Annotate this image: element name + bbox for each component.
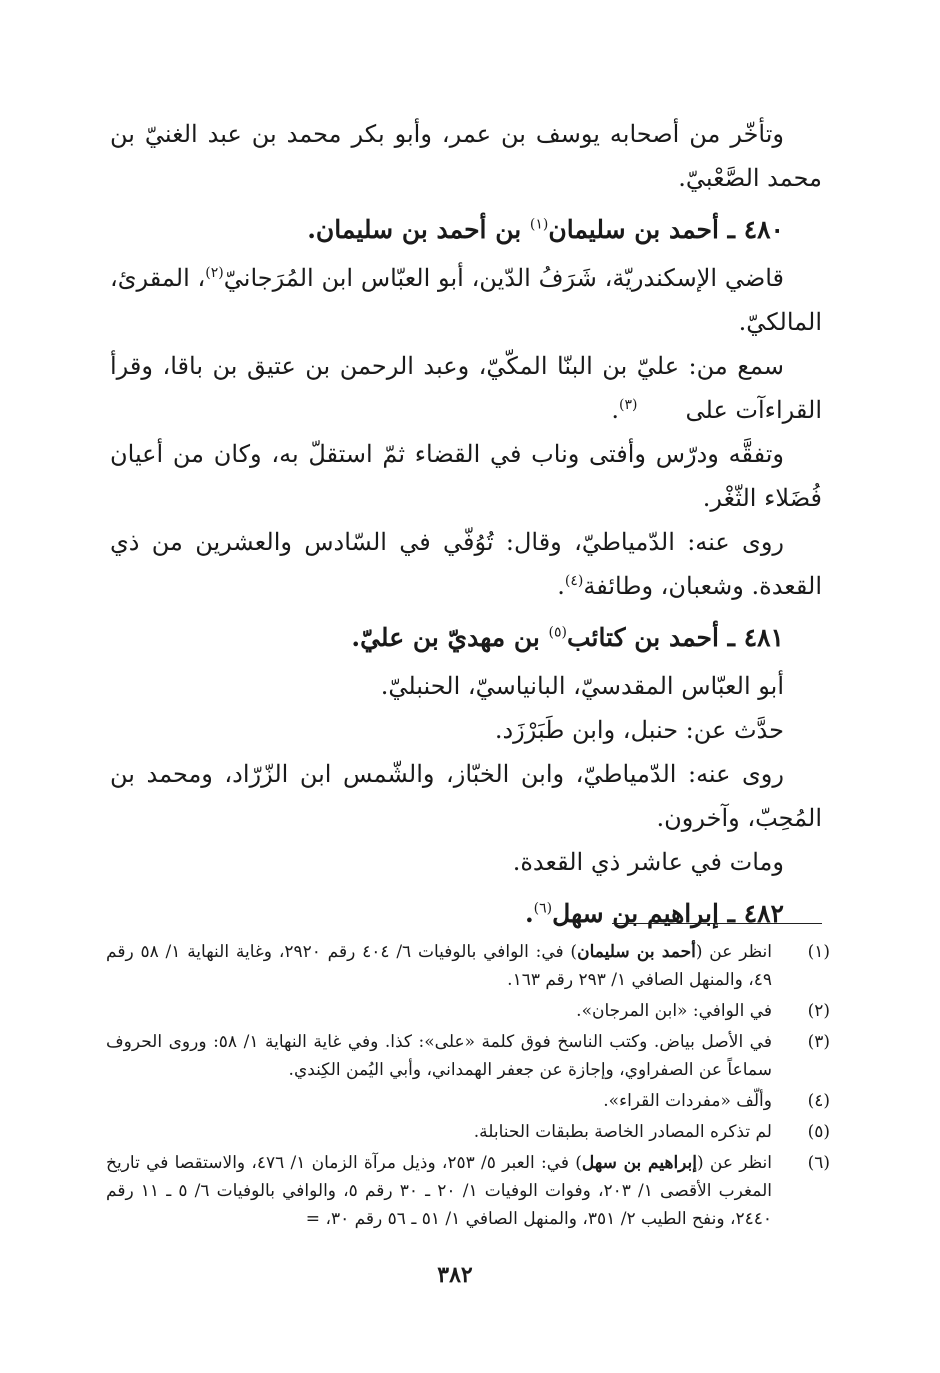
footnote-text — [106, 1149, 772, 1233]
entry-480-p1-text: قاضي الإسكندريّة، شَرَفُ الدّين، أبو العبّاس ابن المُرَجانيّ — [223, 264, 784, 292]
entry-480-paragraph-1 — [110, 256, 822, 344]
footnote-text-part: ) في: العبر ٥/ ٢٥٣، وذيل مرآة الزمان ١/ ٤٧٦، والاستقصا في تاريخ المغرب الأقصى ١/ ٢٠٣، وفوات الوفيات ١/ ٢٠ ـ ٣٠ رقم ٥، والوافي بالوفيات ٦/ ٥ ـ ١١ رقم ٢٤٤٠، ونفح الطيب ٢/ ٣٥١، والمنهل الصافي ١/ ٥١ ـ ٥٦ رقم ٣٠، = — [106, 1153, 772, 1229]
footnote-text: في الأصل بياض. وكتب الناسخ فوق كلمة «على»: كذا. وفي غاية النهاية ١/ ٥٨: وروى الحروف سماعاً عن الصفراوي، وإجازة عن جعفر الهمداني، وأبي اليُمن الكِندي. — [106, 1032, 772, 1080]
entry-480-name-rest: بن أحمد بن سليمان. — [307, 215, 522, 244]
entry-481-paragraph-4: ومات في عاشر ذي القعدة. — [512, 848, 784, 876]
page-number: ٣٨٢ — [437, 1262, 473, 1288]
entry-480-name: أحمد بن سليمان — [548, 215, 719, 244]
entry-480-p4-end: . — [557, 572, 565, 600]
footnote-5 — [106, 1118, 830, 1146]
entry-481-number: ٤٨١ ـ — [727, 623, 784, 652]
entry-480-heading — [110, 206, 822, 254]
entry-482-name: إبراهيم بن سهل — [552, 899, 719, 928]
entry-480-p2-end: . — [611, 396, 620, 424]
footnote-text: لم تذكره المصادر الخاصة بطبقات الحنابلة. — [473, 1122, 772, 1142]
footnote-number: (٥) — [807, 1122, 830, 1142]
footnote-text — [106, 938, 772, 994]
footnote-number: (٢) — [807, 1001, 830, 1021]
entry-482-number: ٤٨٢ ـ — [727, 899, 784, 928]
entry-480-p1-end: ، المقرئ، المالكيّ. — [110, 264, 822, 336]
entry-481-name: أحمد بن كتائب — [567, 623, 719, 652]
footnote-number: (٤) — [807, 1091, 830, 1111]
footnote-ref-4[interactable]: (٤) — [564, 573, 584, 589]
entry-480-number: ٤٨٠ ـ — [727, 215, 784, 244]
footnote-4 — [106, 1087, 830, 1115]
entry-481-paragraph-1: أبو العبّاس المقدسيّ، البانياسيّ، الحنبليّ. — [380, 672, 784, 700]
entry-482-end: . — [524, 899, 534, 928]
footnote-text-part: انظر عن ( — [697, 1153, 772, 1173]
entry-480-p2-text: سمع من: عليّ بن البنّا المكّيّ، وعبد الرحمن بن عتيق بن باقا، وقرأ القراءآت على — [110, 352, 822, 424]
footnote-3 — [106, 1028, 830, 1084]
entry-480-paragraph-2 — [110, 344, 822, 432]
footnote-1 — [106, 938, 830, 994]
footnotes — [106, 938, 830, 1236]
footnote-ref-3[interactable]: (٣) — [619, 397, 638, 413]
footnote-ref-2[interactable]: (٢) — [205, 265, 224, 281]
footnote-6 — [106, 1149, 830, 1233]
entry-481-name-rest: بن مهديّ بن عليّ. — [351, 623, 540, 652]
footnote-text: في الوافي: «ابن المرجان». — [576, 1001, 772, 1021]
footnote-text-part: ) في: الوافي بالوفيات ٦/ ٤٠٤ رقم ٢٩٢٠، وغاية النهاية ١/ ٥٨ رقم ٤٩، والمنهل الصافي ١/ ٢٩٣ رقم ١٦٣. — [106, 942, 772, 990]
main-text — [110, 112, 822, 940]
footnote-ref-6[interactable]: (٦) — [533, 900, 553, 917]
entry-481-heading — [110, 614, 822, 662]
entry-481-paragraph-2: حدَّث عن: حنبل، وابن طَبَرْزَد. — [494, 716, 784, 744]
entry-481-paragraph-3: روى عنه: الدّمياطيّ، وابن الخبّاز، والشّمس ابن الزّرّاد، ومحمد بن المُحِبّ، وآخرون. — [110, 760, 822, 832]
intro-paragraph: وتأخّر من أصحابه يوسف بن عمر، وأبو بكر محمد بن عبد الغنيّ بن محمد الصَّعْبيّ. — [110, 120, 822, 192]
footnote-bold-name: أحمد بن سليمان — [577, 942, 696, 962]
footnote-bold-name: إبراهيم بن سهل — [581, 1153, 698, 1173]
entry-480-paragraph-3: وتفقَّه ودرّس وأفتى وناب في القضاء ثمّ استقلّ به، وكان من أعيان فُضَلاء الثّغْر. — [110, 440, 822, 512]
entry-480-p4-text: روى عنه: الدّمياطيّ، وقال: تُوُفّي في السّادس والعشرين من ذي القعدة. وشعبان، وطائفة — [110, 528, 822, 600]
footnote-ref-5[interactable]: (٥) — [548, 624, 567, 641]
footnote-separator — [612, 923, 822, 924]
footnote-text-part: انظر عن ( — [695, 942, 772, 962]
footnote-2 — [106, 997, 830, 1025]
footnote-number: (٦) — [807, 1153, 830, 1173]
footnote-number: (١) — [807, 942, 830, 962]
entry-480-paragraph-4 — [110, 520, 822, 608]
footnote-ref-1[interactable]: (١) — [529, 216, 549, 233]
footnote-number: (٣) — [807, 1032, 830, 1052]
entry-482-heading — [110, 890, 822, 938]
footnote-text: وألّف «مفردات القراء». — [603, 1091, 772, 1111]
